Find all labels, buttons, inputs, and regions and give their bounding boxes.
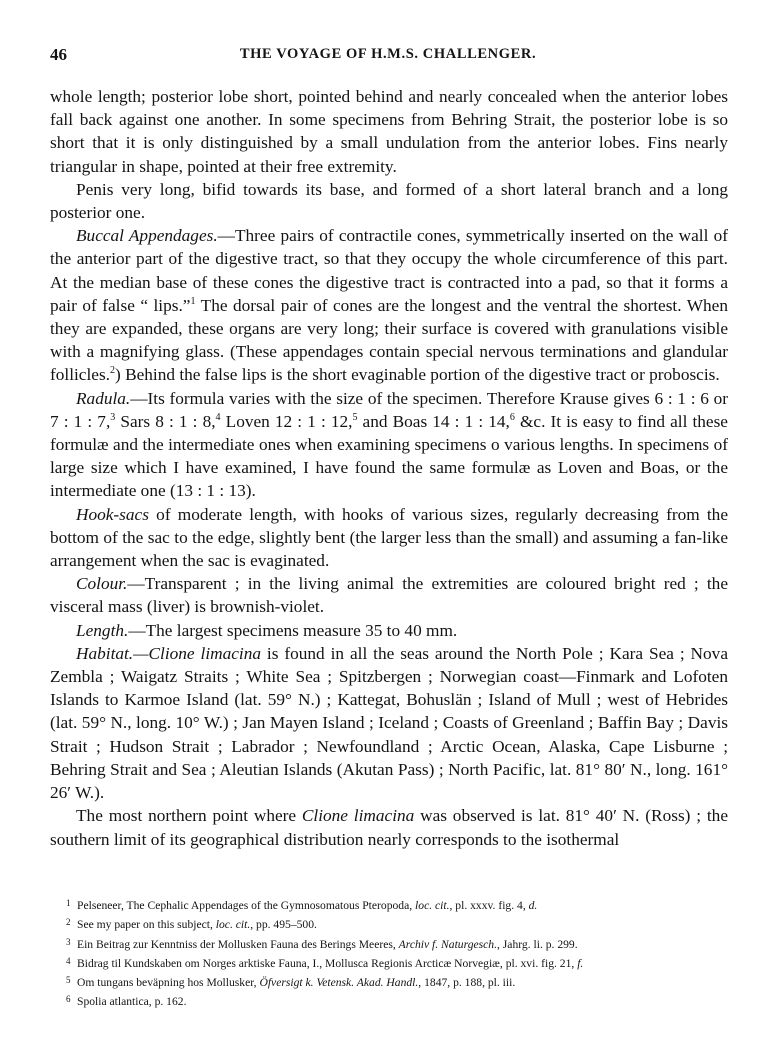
paragraph-text: The dorsal pair of cones are the longest and the ventral the shortest. When they are expanded, these organs are very long; their surface is covered with granulations visible with a magnifying glass. (These appendages contain special nervous terminations and glandular follicles. (50, 295, 728, 385)
paragraph-text: whole length; posterior lobe short, pointed behind and nearly concealed when the anterior lobes fall back against one another. In some specimens from Behring Strait, the posterior lobe is so short that it is only distinguished by a small undulation from the anterior lobes. Fins nearly triangular in shape, pointed at their free extremity. (50, 87, 728, 176)
footnote-ref: 3 (110, 411, 116, 423)
footnote-mark: 4 (66, 955, 71, 966)
heading-dash: — (133, 643, 149, 663)
paragraph-lobes (50, 85, 728, 178)
footnote (66, 972, 726, 991)
species-name: Clione limacina (301, 806, 415, 826)
section-heading: Habitat. (76, 643, 134, 663)
footnote-citation: loc. cit. (215, 918, 251, 932)
footnote-text: , pl. xxxv. fig. 4, (449, 899, 529, 912)
paragraph-text: The most northern point where (76, 806, 302, 826)
footnote-text: Bidrag til Kundskaben om Norges arktiske Fauna, I., Mollusca Regionis Arcticæ Norvegiæ, pl. xvi. fig. 21, (77, 956, 578, 970)
running-title: THE VOYAGE OF H.M.S. CHALLENGER. (239, 46, 537, 62)
paragraph-text: Sars 8 : 1 : 8, (115, 411, 216, 431)
paragraph-hook-sacs (50, 503, 728, 573)
paragraph-text: —Its formula varies with the size of the specimen. Therefore Krause gives 6 : 1 : 6 or 7 : 1 : 7, (50, 388, 728, 431)
paragraph-northern-limit (50, 804, 728, 850)
footnote-text: Pelseneer, The Cephalic Appendages of the Gymnosomatous Pteropoda, (77, 899, 416, 912)
footnote-mark: 2 (66, 917, 71, 928)
section-heading: Colour. (76, 574, 128, 594)
paragraph-text: was observed is lat. 81° 40′ N. (Ross) ; the southern limit of its geographical distribution nearly corresponds to the isothermal (50, 806, 728, 849)
footnote (66, 934, 726, 953)
paragraph-text: Loven 12 : 1 : 12, (220, 411, 353, 431)
paragraph-text: —The largest specimens measure 35 to 40 mm. (128, 620, 458, 640)
paragraph-text: —Transparent ; in the living animal the extremities are coloured bright red ; the visceral mass (liver) is brownish-violet. (50, 574, 728, 617)
footnote-text: Ein Beitrag zur Kenntniss der Mollusken Fauna des Berings Meeres, (77, 937, 399, 951)
paragraph-text: Penis very long, bifid towards its base, and formed of a short lateral branch and a long posterior one. (50, 179, 728, 223)
section-heading: Hook-sacs (76, 504, 149, 524)
section-heading: Length. (76, 620, 129, 640)
paragraph-penis (50, 178, 728, 224)
footnote-citation: d. (528, 899, 538, 912)
paragraph-radula (50, 387, 728, 503)
paragraph-text: and Boas 14 : 1 : 14, (357, 411, 510, 431)
footnote-text: , 1847, p. 188, pl. iii. (418, 976, 516, 990)
footnote-ref: 4 (215, 411, 221, 423)
paragraph-buccal-appendages (50, 224, 728, 386)
footnote-text: , pp. 495–500. (250, 918, 317, 932)
footnote-text: Om tungans beväpning hos Mollusker, (77, 976, 260, 990)
body-text (50, 85, 728, 851)
footnote-text: Spolia atlantica, p. 162. (77, 995, 187, 1009)
footnote-ref: 5 (352, 411, 358, 423)
footnote (66, 991, 726, 1010)
footnote-citation: loc. cit. (415, 899, 450, 912)
paragraph-habitat (50, 642, 728, 804)
section-heading: Buccal Appendages. (76, 226, 218, 246)
page-number: 46 (50, 45, 67, 64)
footnote-text: See my paper on this subject, (77, 918, 216, 932)
footnote (66, 895, 726, 914)
footnote-citation: Archiv f. Naturgesch. (398, 937, 497, 951)
paragraph-text: ) Behind the false lips is the short evaginable portion of the digestive tract or proboscis. (115, 365, 720, 385)
footnote-mark: 6 (66, 994, 71, 1005)
paragraph-text: is found in all the seas around the North Pole ; Kara Sea ; Nova Zembla ; Waigatz Straits ; White Sea ; Spitzbergen ; Norwegian coast—Finmark and Lofoten Islands to Karmoe Island (lat. 59° N.) ; Kattegat, Bohuslän ; Island of Mull ; west of Hebrides (lat. 59° N., long. 10° W.) ; Jan Mayen Island ; Iceland ; Coasts of Greenland ; Baffin Bay ; Davis Strait ; Hudson Strait ; Labrador ; Newfoundland ; Arctic Ocean, Alaska, Cape Lisburne ; Behring Strait and Sea ; Aleutian Islands (Akutan Pass) ; North Pacific, lat. 81° 80′ N., long. 161° 26′ W.). (50, 643, 728, 803)
footnotes (66, 895, 726, 1011)
footnote-text: , Jahrg. li. p. 299. (497, 937, 578, 951)
footnote (66, 914, 726, 933)
footnote-mark: 1 (66, 898, 71, 908)
footnote-ref: 2 (110, 365, 115, 377)
paragraph-text: &c. It is easy to find all these formulæ and the intermediate ones when examining specimens o various lengths. In specimens of large size which I have examined, I have found the same formulæ as Loven and Boas, or the intermediate one (13 : 1 : 13). (50, 411, 728, 501)
paragraph-length (50, 619, 728, 642)
section-heading: Radula. (76, 388, 131, 408)
species-name: Clione limacina (148, 643, 261, 663)
footnote-ref: 1 (190, 295, 196, 307)
paragraph-text: of moderate length, with hooks of various sizes, regularly decreasing from the bottom of the sac to the edge, slightly bent (the larger less than the small) and assuming a fan-like arrangement when the sac is evaginated. (50, 504, 728, 571)
footnote-mark: 3 (66, 936, 71, 947)
page-header (50, 45, 726, 69)
paragraph-colour (50, 572, 728, 618)
footnote-ref: 6 (509, 411, 515, 423)
footnote (66, 953, 726, 972)
paragraph-text: —Three pairs of contractile cones, symmetrically inserted on the wall of the anterior part of the digestive tract, so that they occupy the whole circumference of this part. At the median base of these cones the digestive tract is contracted into a pad, so that it forms a pair of false “ lips.” (50, 226, 728, 315)
footnote-citation: Öfversigt k. Vetensk. Akad. Handl. (259, 976, 419, 990)
footnote-citation: f. (577, 956, 584, 970)
footnote-mark: 5 (66, 975, 71, 986)
